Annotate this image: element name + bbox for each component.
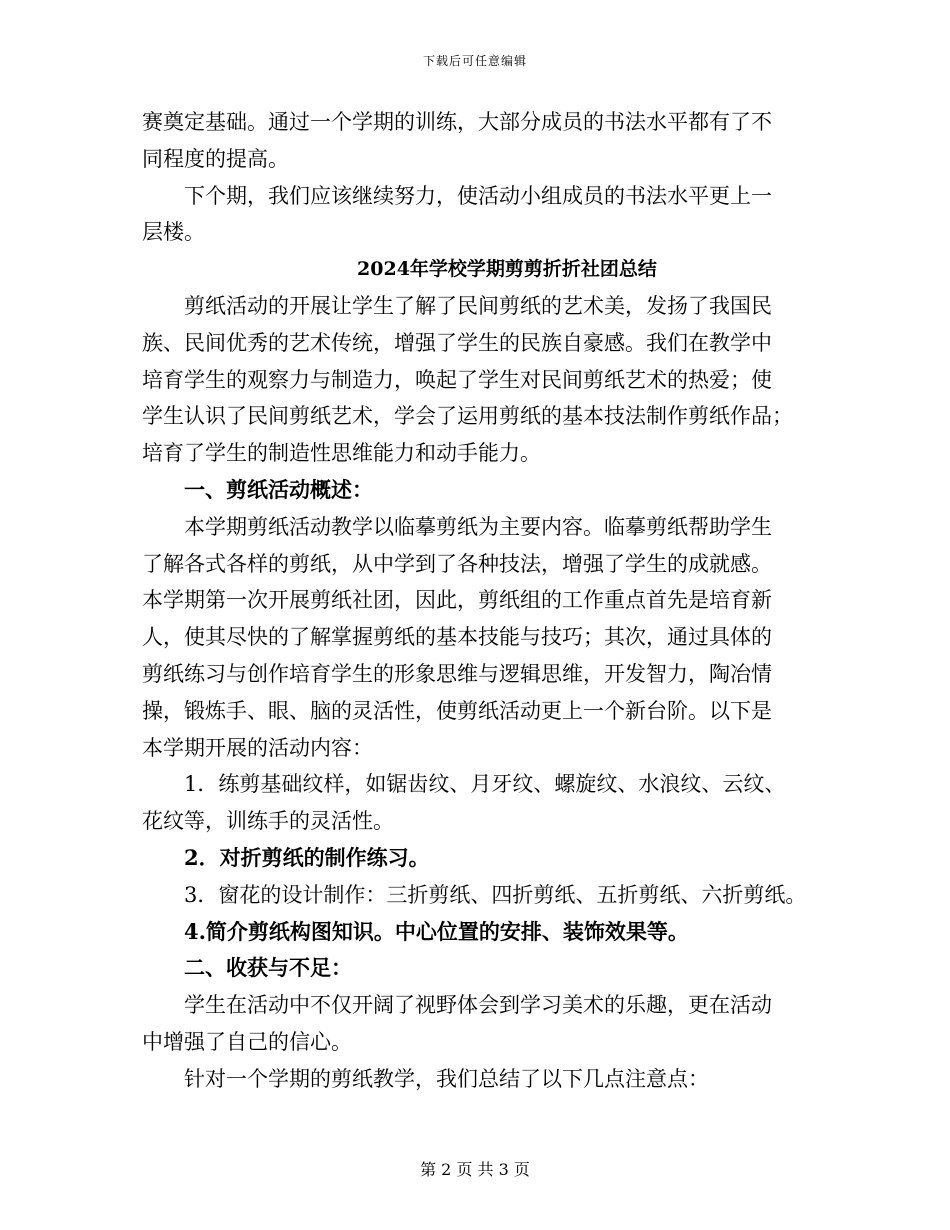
paragraph-line: 人，使其尽快的了解掌握剪纸的基本技能与技巧；其次，通过具体的 xyxy=(142,625,772,650)
list-item: 4.简介剪纸构图知识。中心位置的安排、装饰效果等。 xyxy=(184,918,689,944)
list-item: 3．窗花的设计制作：三折剪纸、四折剪纸、五折剪纸、六折剪纸。 xyxy=(184,882,807,907)
list-item-continued: 花纹等，训练手的灵活性。 xyxy=(142,809,394,834)
paragraph-line: 赛奠定基础。通过一个学期的训练，大部分成员的书法水平都有了不 xyxy=(142,110,772,134)
paragraph-line: 操，锻炼手、眼、脑的灵活性，使剪纸活动更上一个新台阶。以下是 xyxy=(142,698,772,723)
paragraph-line: 同程度的提高。 xyxy=(142,146,289,171)
paragraph-line: 本学期开展的活动内容： xyxy=(142,735,373,760)
paragraph-line: 本学期剪纸活动教学以临摹剪纸为主要内容。临摹剪纸帮助学生 xyxy=(184,514,772,539)
paragraph-line: 培育了学生的制造性思维能力和动手能力。 xyxy=(142,441,541,466)
list-item: 1．练剪基础纹样，如锯齿纹、月牙纹、螺旋纹、水浪纹、云纹、 xyxy=(184,772,786,797)
paragraph-line: 剪纸活动的开展让学生了解了民间剪纸的艺术美，发扬了我国民 xyxy=(184,293,772,318)
page-number: 第 2 页 共 3 页 xyxy=(420,1160,530,1179)
paragraph-line: 培育学生的观察力与制造力，唤起了学生对民间剪纸艺术的热爱；使 xyxy=(142,367,772,392)
section-heading: 一、剪纸活动概述： xyxy=(184,476,373,502)
paragraph-line: 下个期，我们应该继续努力，使活动小组成员的书法水平更上一 xyxy=(184,183,772,208)
page-header: 下载后可任意编辑 xyxy=(422,54,527,68)
paragraph-line: 中增强了自己的信心。 xyxy=(142,1029,352,1054)
section-heading: 二、收获与不足： xyxy=(184,955,352,981)
paragraph-line: 剪纸练习与创作培育学生的形象思维与逻辑思维，开发智力，陶冶情 xyxy=(142,661,772,686)
list-item: 2．对折剪纸的制作练习。 xyxy=(184,844,430,870)
paragraph-line: 针对一个学期的剪纸教学，我们总结了以下几点注意点： xyxy=(184,1066,709,1091)
document-title: 2024年学校学期剪剪折折社团总结 xyxy=(357,258,657,281)
paragraph-line: 学生在活动中不仅开阔了视野体会到学习美术的乐趣，更在活动 xyxy=(184,993,772,1018)
paragraph-line: 了解各式各样的剪纸，从中学到了各种技法，增强了学生的成就感。 xyxy=(142,551,772,576)
paragraph-line: 学生认识了民间剪纸艺术，学会了运用剪纸的基本技法制作剪纸作品； xyxy=(142,404,793,429)
document-body xyxy=(142,104,832,1098)
paragraph-line: 本学期第一次开展剪纸社团，因此，剪纸组的工作重点首先是培育新 xyxy=(142,588,772,613)
paragraph-line: 族、民间优秀的艺术传统，增强了学生的民族自豪感。我们在教学中 xyxy=(142,330,772,355)
paragraph-line: 层楼。 xyxy=(142,220,205,245)
